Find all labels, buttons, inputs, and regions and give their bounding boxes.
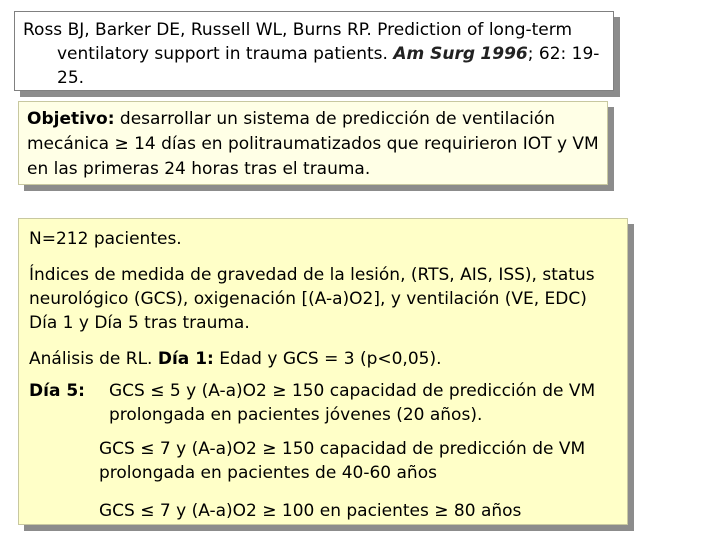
citation-year: 1996 <box>480 44 528 64</box>
objective-box <box>18 101 608 185</box>
severity-indices: Índices de medida de gravedad de la lesión, (RTS, AIS, ISS), status neurológico (GCS), oxigenación [(A-a)O2], y ventilación (VE, EDC) Día 1 y Día 5 tras trauma. <box>29 265 595 333</box>
objective-text: desarrollar un sistema de predicción de ventilación mecánica ≥ 14 días en politraumatizados que requirieron IOT y VM en las primeras 24 horas tras el trauma. <box>27 109 599 179</box>
sample-size: N=212 pacientes. <box>29 229 182 249</box>
objective-label: Objetivo: <box>27 109 115 129</box>
day5-item-3: GCS ≤ 7 y (A-a)O2 ≥ 100 en pacientes ≥ 80 años <box>99 501 522 521</box>
day1-text: Edad y GCS = 3 (p<0,05). <box>213 349 442 369</box>
citation-authors-title: Ross BJ, Barker DE, Russell WL, Burns RP. Prediction of long-term ventilatory support in trauma patients. <box>23 20 573 64</box>
day5-row <box>29 379 617 427</box>
details-box <box>18 218 628 525</box>
citation-text <box>23 18 605 90</box>
citation-journal: Am Surg <box>393 44 476 64</box>
day5-label: Día 5: <box>29 381 85 401</box>
citation-volume-pages: ; 62: 19-25. <box>57 44 600 88</box>
analysis-prefix: Análisis de RL. <box>29 349 158 369</box>
citation-box <box>14 11 614 91</box>
objective-paragraph <box>27 107 599 182</box>
analysis-day1 <box>29 347 617 371</box>
day1-label: Día 1: <box>157 349 214 369</box>
day5-item-2: GCS ≤ 7 y (A-a)O2 ≥ 150 capacidad de predicción de VM prolongada en pacientes de 40-60 años <box>99 439 586 483</box>
day5-item-1: GCS ≤ 5 y (A-a)O2 ≥ 150 capacidad de predicción de VM prolongada en pacientes jóvenes (20 años). <box>109 381 596 425</box>
